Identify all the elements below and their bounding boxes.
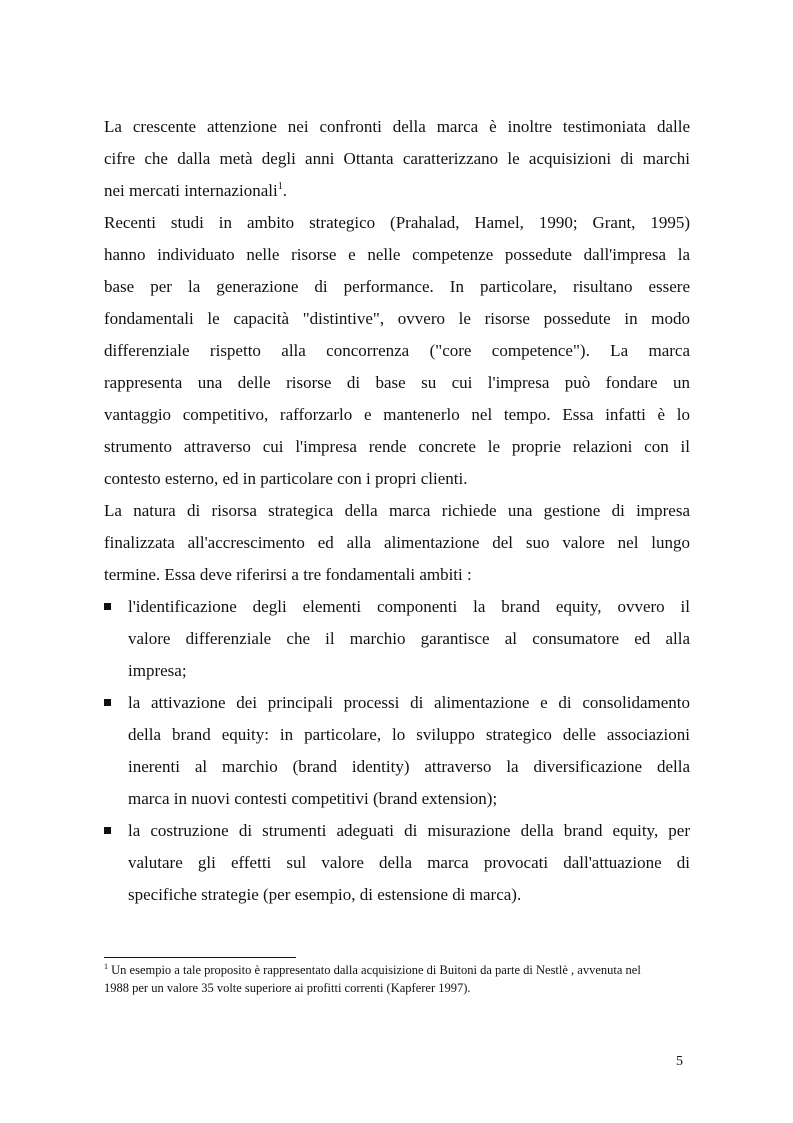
text-line: la costruzione di strumenti adeguati di misurazione della brand equity, per [128, 821, 690, 840]
text-segment: nei mercati internazionali [104, 181, 278, 200]
body-text [104, 111, 690, 911]
text-line: rappresenta una delle risorse di base su cui l'impresa può fondare un [104, 373, 690, 392]
text-line: finalizzata all'accrescimento ed alla alimentazione del suo valore nel lungo [104, 533, 690, 552]
text-line: cifre che dalla metà degli anni Ottanta caratterizzano le acquisizioni di marchi [104, 149, 690, 168]
square-bullet-icon [104, 699, 111, 706]
text-line: termine. Essa deve riferirsi a tre fondamentali ambiti : [104, 565, 472, 584]
paragraph-3 [104, 495, 690, 591]
list-item [104, 815, 690, 911]
footnote-number: 1 [104, 962, 108, 971]
paragraph-1 [104, 111, 690, 207]
footnote-text: Un esempio a tale proposito è rappresentato dalla acquisizione di Buitoni da parte di Nestlè , avvenuta nel [108, 963, 641, 977]
square-bullet-icon [104, 827, 111, 834]
footnote-divider [104, 957, 296, 958]
text-line: differenziale rispetto alla concorrenza ("core competence"). La marca [104, 341, 690, 360]
text-line: l'identificazione degli elementi componenti la brand equity, ovvero il [128, 597, 690, 616]
footnote-line [104, 961, 704, 979]
list-item [104, 687, 690, 815]
footnote-reference[interactable]: 1 [277, 181, 283, 192]
text-line: hanno individuato nelle risorse e nelle competenze possedute dall'impresa la [104, 245, 690, 264]
text-line: fondamentali le capacità "distintive", ovvero le risorse possedute in modo [104, 309, 690, 328]
text-line: valutare gli effetti sul valore della marca provocati dall'attuazione di [128, 853, 690, 872]
text-line: della brand equity: in particolare, lo sviluppo strategico delle associazioni [128, 725, 690, 744]
text-line [104, 175, 690, 207]
text-line: inerenti al marchio (brand identity) attraverso la diversificazione della [128, 757, 690, 776]
list-item [104, 591, 690, 687]
text-line: la attivazione dei principali processi di alimentazione e di consolidamento [128, 693, 690, 712]
text-line: contesto esterno, ed in particolare con i propri clienti. [104, 469, 468, 488]
page-number: 5 [676, 1054, 683, 1069]
text-segment: . [282, 181, 287, 200]
text-line: Recenti studi in ambito strategico (Prahalad, Hamel, 1990; Grant, 1995) [104, 213, 690, 232]
text-line: impresa; [128, 661, 187, 680]
paragraph-2 [104, 207, 690, 495]
text-line: base per la generazione di performance. In particolare, risultano essere [104, 277, 690, 296]
text-line: specifiche strategie (per esempio, di estensione di marca). [128, 885, 522, 904]
text-line: vantaggio competitivo, rafforzarlo e mantenerlo nel tempo. Essa infatti è lo [104, 405, 690, 424]
footnote [104, 961, 704, 997]
text-line: La crescente attenzione nei confronti della marca è inoltre testimoniata dalle [104, 117, 690, 136]
text-line: marca in nuovi contesti competitivi (brand extension); [128, 789, 498, 808]
square-bullet-icon [104, 603, 111, 610]
text-line: La natura di risorsa strategica della marca richiede una gestione di impresa [104, 501, 690, 520]
text-line: strumento attraverso cui l'impresa rende concrete le proprie relazioni con il [104, 437, 690, 456]
text-line: valore differenziale che il marchio garantisce al consumatore ed alla [128, 629, 690, 648]
footnote-line: 1988 per un valore 35 volte superiore ai profitti correnti (Kapferer 1997). [104, 981, 471, 995]
